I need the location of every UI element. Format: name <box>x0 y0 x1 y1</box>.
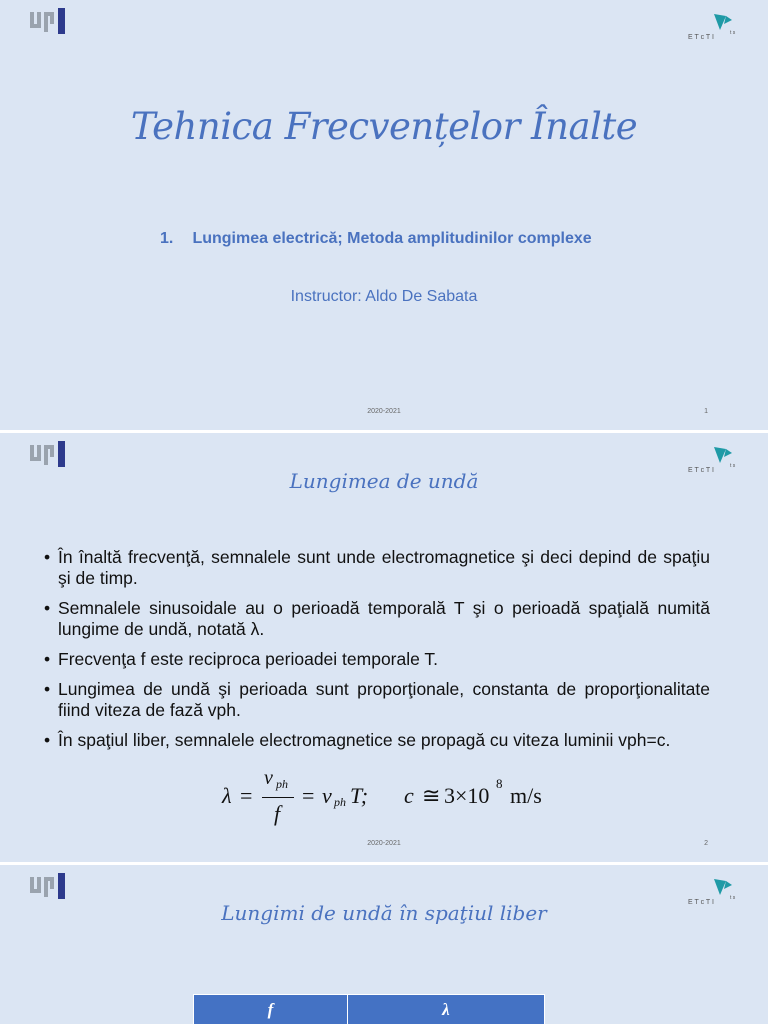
slide-1 <box>0 0 768 430</box>
bullet-item: • În înaltă frecvenţă, semnalele sunt unde electromagnetice şi deci depind de spaţiu şi de timp. <box>58 547 710 589</box>
formula-unit: m/s <box>510 783 542 808</box>
svg-text:E T c T I: E T c T I <box>688 467 714 474</box>
wavelength-formula <box>222 767 562 837</box>
upt-logo-icon <box>30 439 66 469</box>
subtitle-text: Lungimea electrică; Metoda amplitudinilor complexe <box>192 230 592 247</box>
formula-equals: = <box>302 783 315 808</box>
slide-2 <box>0 433 768 862</box>
formula-T: T; <box>350 783 369 808</box>
column-header-lambda: λ <box>347 995 544 1024</box>
formula-f: f <box>274 801 281 826</box>
svg-text:t s: t s <box>730 463 736 469</box>
svg-text:E T c T I: E T c T I <box>688 34 714 41</box>
formula-coef: 3×10 <box>444 783 490 808</box>
subtitle-number: 1. <box>160 230 174 247</box>
lecture-subtitle <box>160 230 592 248</box>
bullet-item: • Lungimea de undă şi perioada sunt proporţionale, constanta de proporţionalitate fiind viteza de fază vph. <box>58 679 710 721</box>
upt-logo-icon <box>30 6 66 36</box>
table-header-row <box>194 995 545 1024</box>
column-header-f: f <box>194 995 348 1024</box>
formula-v: v <box>264 767 273 789</box>
fraction-bar <box>262 797 294 798</box>
formula-v2: v <box>322 783 332 808</box>
footer-date: 2020-2021 <box>367 840 401 847</box>
instructor-name: Instructor: Aldo De Sabata <box>290 288 478 305</box>
svg-text:E T c T I: E T c T I <box>688 899 714 906</box>
footer-date: 2020-2021 <box>367 408 401 415</box>
bullet-item: • Frecvenţa f este reciproca perioadei temporale T. <box>58 649 710 670</box>
page-number: 1 <box>704 408 708 415</box>
etc-logo-icon <box>686 12 738 42</box>
wavelength-table <box>193 994 545 1024</box>
formula-lambda: λ <box>222 783 232 808</box>
formula-c: c <box>404 783 414 808</box>
bullet-item: • În spaţiul liber, semnalele electromagnetice se propagă cu viteza luminii vph=c. <box>58 730 710 751</box>
slide-3 <box>0 865 768 1024</box>
formula-ph: ph <box>276 777 288 791</box>
presentation-title: Tehnica Frecvențelor Înalte <box>130 105 638 148</box>
formula-approx: ≅ <box>422 783 441 808</box>
upt-logo-icon <box>30 871 66 901</box>
bullet-item: • Semnalele sinusoidale au o perioadă temporală T şi o perioadă spaţială numită lungime de undă, notată λ. <box>58 598 710 640</box>
svg-text:t s: t s <box>730 30 736 36</box>
formula-exp: 8 <box>496 776 503 791</box>
formula-ph2: ph <box>334 795 346 809</box>
slide-title: Lungimea de undă <box>289 469 479 493</box>
slide-title: Lungimi de undă în spaţiul liber <box>221 901 547 925</box>
svg-text:t s: t s <box>730 895 736 901</box>
bullet-list <box>58 547 710 760</box>
formula-equals: = <box>240 783 253 808</box>
page-number: 2 <box>704 840 708 847</box>
